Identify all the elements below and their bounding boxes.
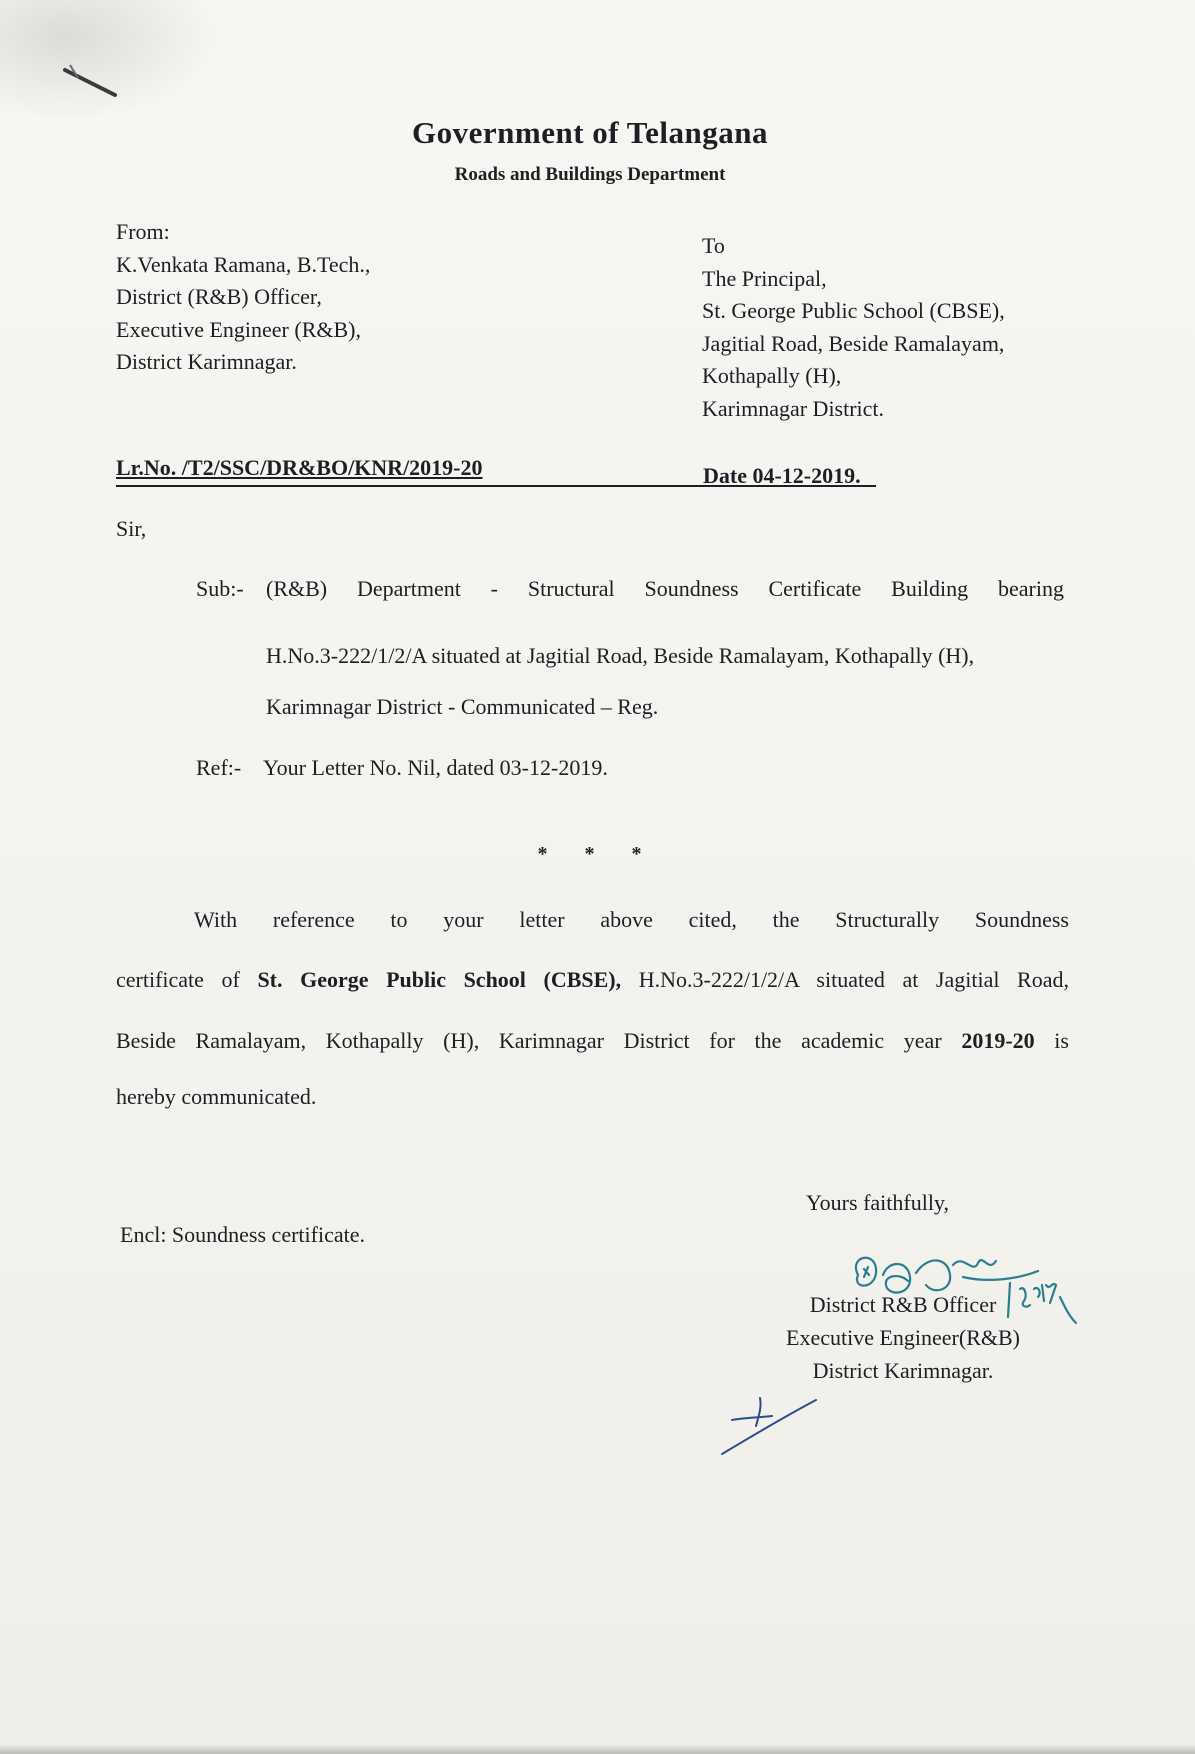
to-line: St. George Public School (CBSE), xyxy=(702,298,1005,323)
reference-label: Ref:- xyxy=(196,755,242,780)
section-separator: * * * xyxy=(537,843,658,865)
enclosure: Encl: Soundness certificate. xyxy=(120,1222,365,1247)
body-line: hereby communicated. xyxy=(116,1084,317,1109)
body-line: With reference to your letter above cited, the Structurally Soundness xyxy=(194,907,1069,932)
initial-mark xyxy=(712,1388,822,1458)
body-text: H.No.3-222/1/2/A situated at Jagitial Road, xyxy=(621,967,1069,992)
body-text: is xyxy=(1034,1028,1069,1053)
from-line: K.Venkata Ramana, B.Tech., xyxy=(116,251,371,277)
body-text: certificate of xyxy=(116,967,258,992)
subject-label: Sub:- xyxy=(196,576,244,601)
academic-year: 2019-20 xyxy=(961,1028,1035,1053)
department-title: Roads and Buildings Department xyxy=(454,164,726,185)
letter-number: Lr.No. /T2/SSC/DR&BO/KNR/2019-20 xyxy=(116,455,483,480)
to-address-block xyxy=(702,230,1005,425)
signatory-line: District Karimnagar. xyxy=(812,1358,994,1383)
from-address-block xyxy=(116,216,370,379)
body-line xyxy=(116,967,1069,993)
handwritten-signature xyxy=(838,1245,1078,1355)
salutation: Sir, xyxy=(116,516,147,541)
school-name: St. George Public School (CBSE), xyxy=(257,967,622,992)
to-label: To xyxy=(702,233,725,258)
closing: Yours faithfully, xyxy=(806,1190,950,1215)
from-label: From: xyxy=(116,219,170,244)
to-line: Karimnagar District. xyxy=(702,395,885,421)
subject-line: (R&B) Department - Structural Soundness Certificate Building bearing xyxy=(266,576,1064,601)
staple-mark xyxy=(60,60,130,110)
from-line: District Karimnagar. xyxy=(116,349,297,374)
to-line: The Principal, xyxy=(702,265,827,291)
from-line: Executive Engineer (R&B), xyxy=(116,316,361,342)
signatory-line: Executive Engineer(R&B) xyxy=(786,1325,1020,1350)
subject-line: H.No.3-222/1/2/A situated at Jagitial Road, Beside Ramalayam, Kothapally (H), xyxy=(266,643,975,668)
reference-text: Your Letter No. Nil, dated 03-12-2019. xyxy=(263,755,608,780)
from-line: District (R&B) Officer, xyxy=(116,284,322,309)
body-line xyxy=(116,1028,1069,1054)
body-text: Beside Ramalayam, Kothapally (H), Karimnagar District for the academic year xyxy=(116,1028,962,1053)
subject-line: Karimnagar District - Communicated – Reg. xyxy=(266,694,659,719)
signatory-line: District R&B Officer xyxy=(809,1292,997,1317)
government-title: Government of Telangana xyxy=(412,115,768,150)
to-line: Jagitial Road, Beside Ramalayam, xyxy=(702,330,1005,356)
to-line: Kothapally (H), xyxy=(702,363,842,388)
scan-edge-shadow xyxy=(0,1744,1195,1754)
letter-date: Date 04-12-2019. xyxy=(703,463,861,488)
